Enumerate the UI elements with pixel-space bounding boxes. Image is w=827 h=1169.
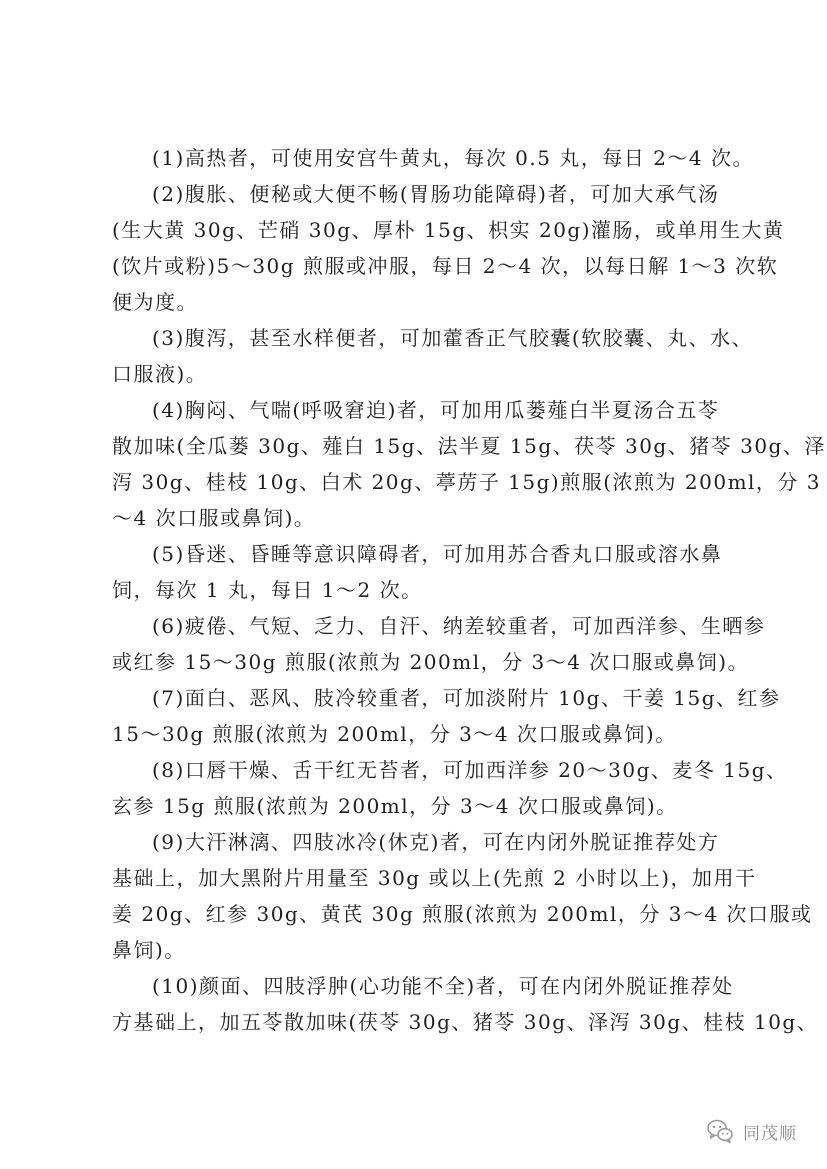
text-line-7: 口服液)。 (112, 362, 208, 386)
text-line-21: 基础上，加大黑附片用量至 30g 或以上(先煎 2 小时以上)，加用干 (112, 866, 757, 890)
watermark-text: 同茂顺 (743, 1123, 797, 1144)
text-line-17: 15～30g 煎服(浓煎为 200ml，分 3～4 次口服或鼻饲)。 (112, 722, 677, 746)
text-line-12: (5)昏迷、昏睡等意识障碍者，可加用苏合香丸口服或溶水鼻 (152, 542, 723, 566)
text-line-3: (生大黄 30g、芒硝 30g、厚朴 15g、枳实 20g)灌肠，或单用生大黄 (112, 218, 785, 242)
text-line-16: (7)面白、恶风、肢冷较重者，可加淡附片 10g、干姜 15g、红参 (152, 686, 781, 710)
text-line-1: (1)高热者，可使用安宫牛黄丸，每次 0.5 丸，每日 2～4 次。 (152, 146, 755, 170)
text-line-22: 姜 20g、红参 30g、黄芪 30g 煎服(浓煎为 200ml，分 3～4 次口服或 (112, 902, 813, 926)
text-line-19: 玄参 15g 煎服(浓煎为 200ml，分 3～4 次口服或鼻饲)。 (112, 794, 678, 818)
text-line-25: 方基础上，加五苓散加味(茯苓 30g、猪苓 30g、泽泻 30g、桂枝 10g、 (112, 1010, 819, 1034)
text-line-2: (2)腹胀、便秘或大便不畅(胃肠功能障碍)者，可加大承气汤 (152, 182, 720, 206)
text-line-11: ～4 次口服或鼻饲)。 (112, 506, 316, 530)
text-line-20: (9)大汗淋漓、四肢冰冷(休克)者，可在内闭外脱证推荐处方 (152, 830, 720, 854)
text-line-5: 便为度。 (112, 290, 198, 314)
text-line-8: (4)胸闷、气喘(呼吸窘迫)者，可加用瓜蒌薤白半夏汤合五苓 (152, 398, 720, 422)
text-line-10: 泻 30g、桂枝 10g、白术 20g、葶苈子 15g)煎服(浓煎为 200ml，分 3 (112, 470, 822, 494)
text-line-18: (8)口唇干燥、舌干红无苔者，可加西洋参 20～30g、麦冬 15g、 (152, 758, 788, 782)
watermark (705, 1114, 797, 1148)
wechat-icon (705, 1116, 735, 1146)
text-line-14: (6)疲倦、气短、乏力、自汗、纳差较重者，可加西洋参、生晒参 (152, 614, 766, 638)
text-line-4: (饮片或粉)5～30g 煎服或冲服，每日 2～4 次，以每日解 1～3 次软 (112, 254, 779, 278)
text-line-13: 饲，每次 1 丸，每日 1～2 次。 (112, 578, 423, 602)
text-line-23: 鼻饲)。 (112, 938, 186, 962)
text-line-15: 或红参 15～30g 煎服(浓煎为 200ml，分 3～4 次口服或鼻饲)。 (112, 650, 750, 674)
text-line-6: (3)腹泻，甚至水样便者，可加藿香正气胶囊(软胶囊、丸、水、 (152, 326, 754, 350)
text-line-24: (10)颜面、四肢浮肿(心功能不全)者，可在内闭外脱证推荐处 (152, 974, 734, 998)
text-line-9: 散加味(全瓜蒌 30g、薤白 15g、法半夏 15g、茯苓 30g、猪苓 30g、泽 (112, 434, 826, 458)
